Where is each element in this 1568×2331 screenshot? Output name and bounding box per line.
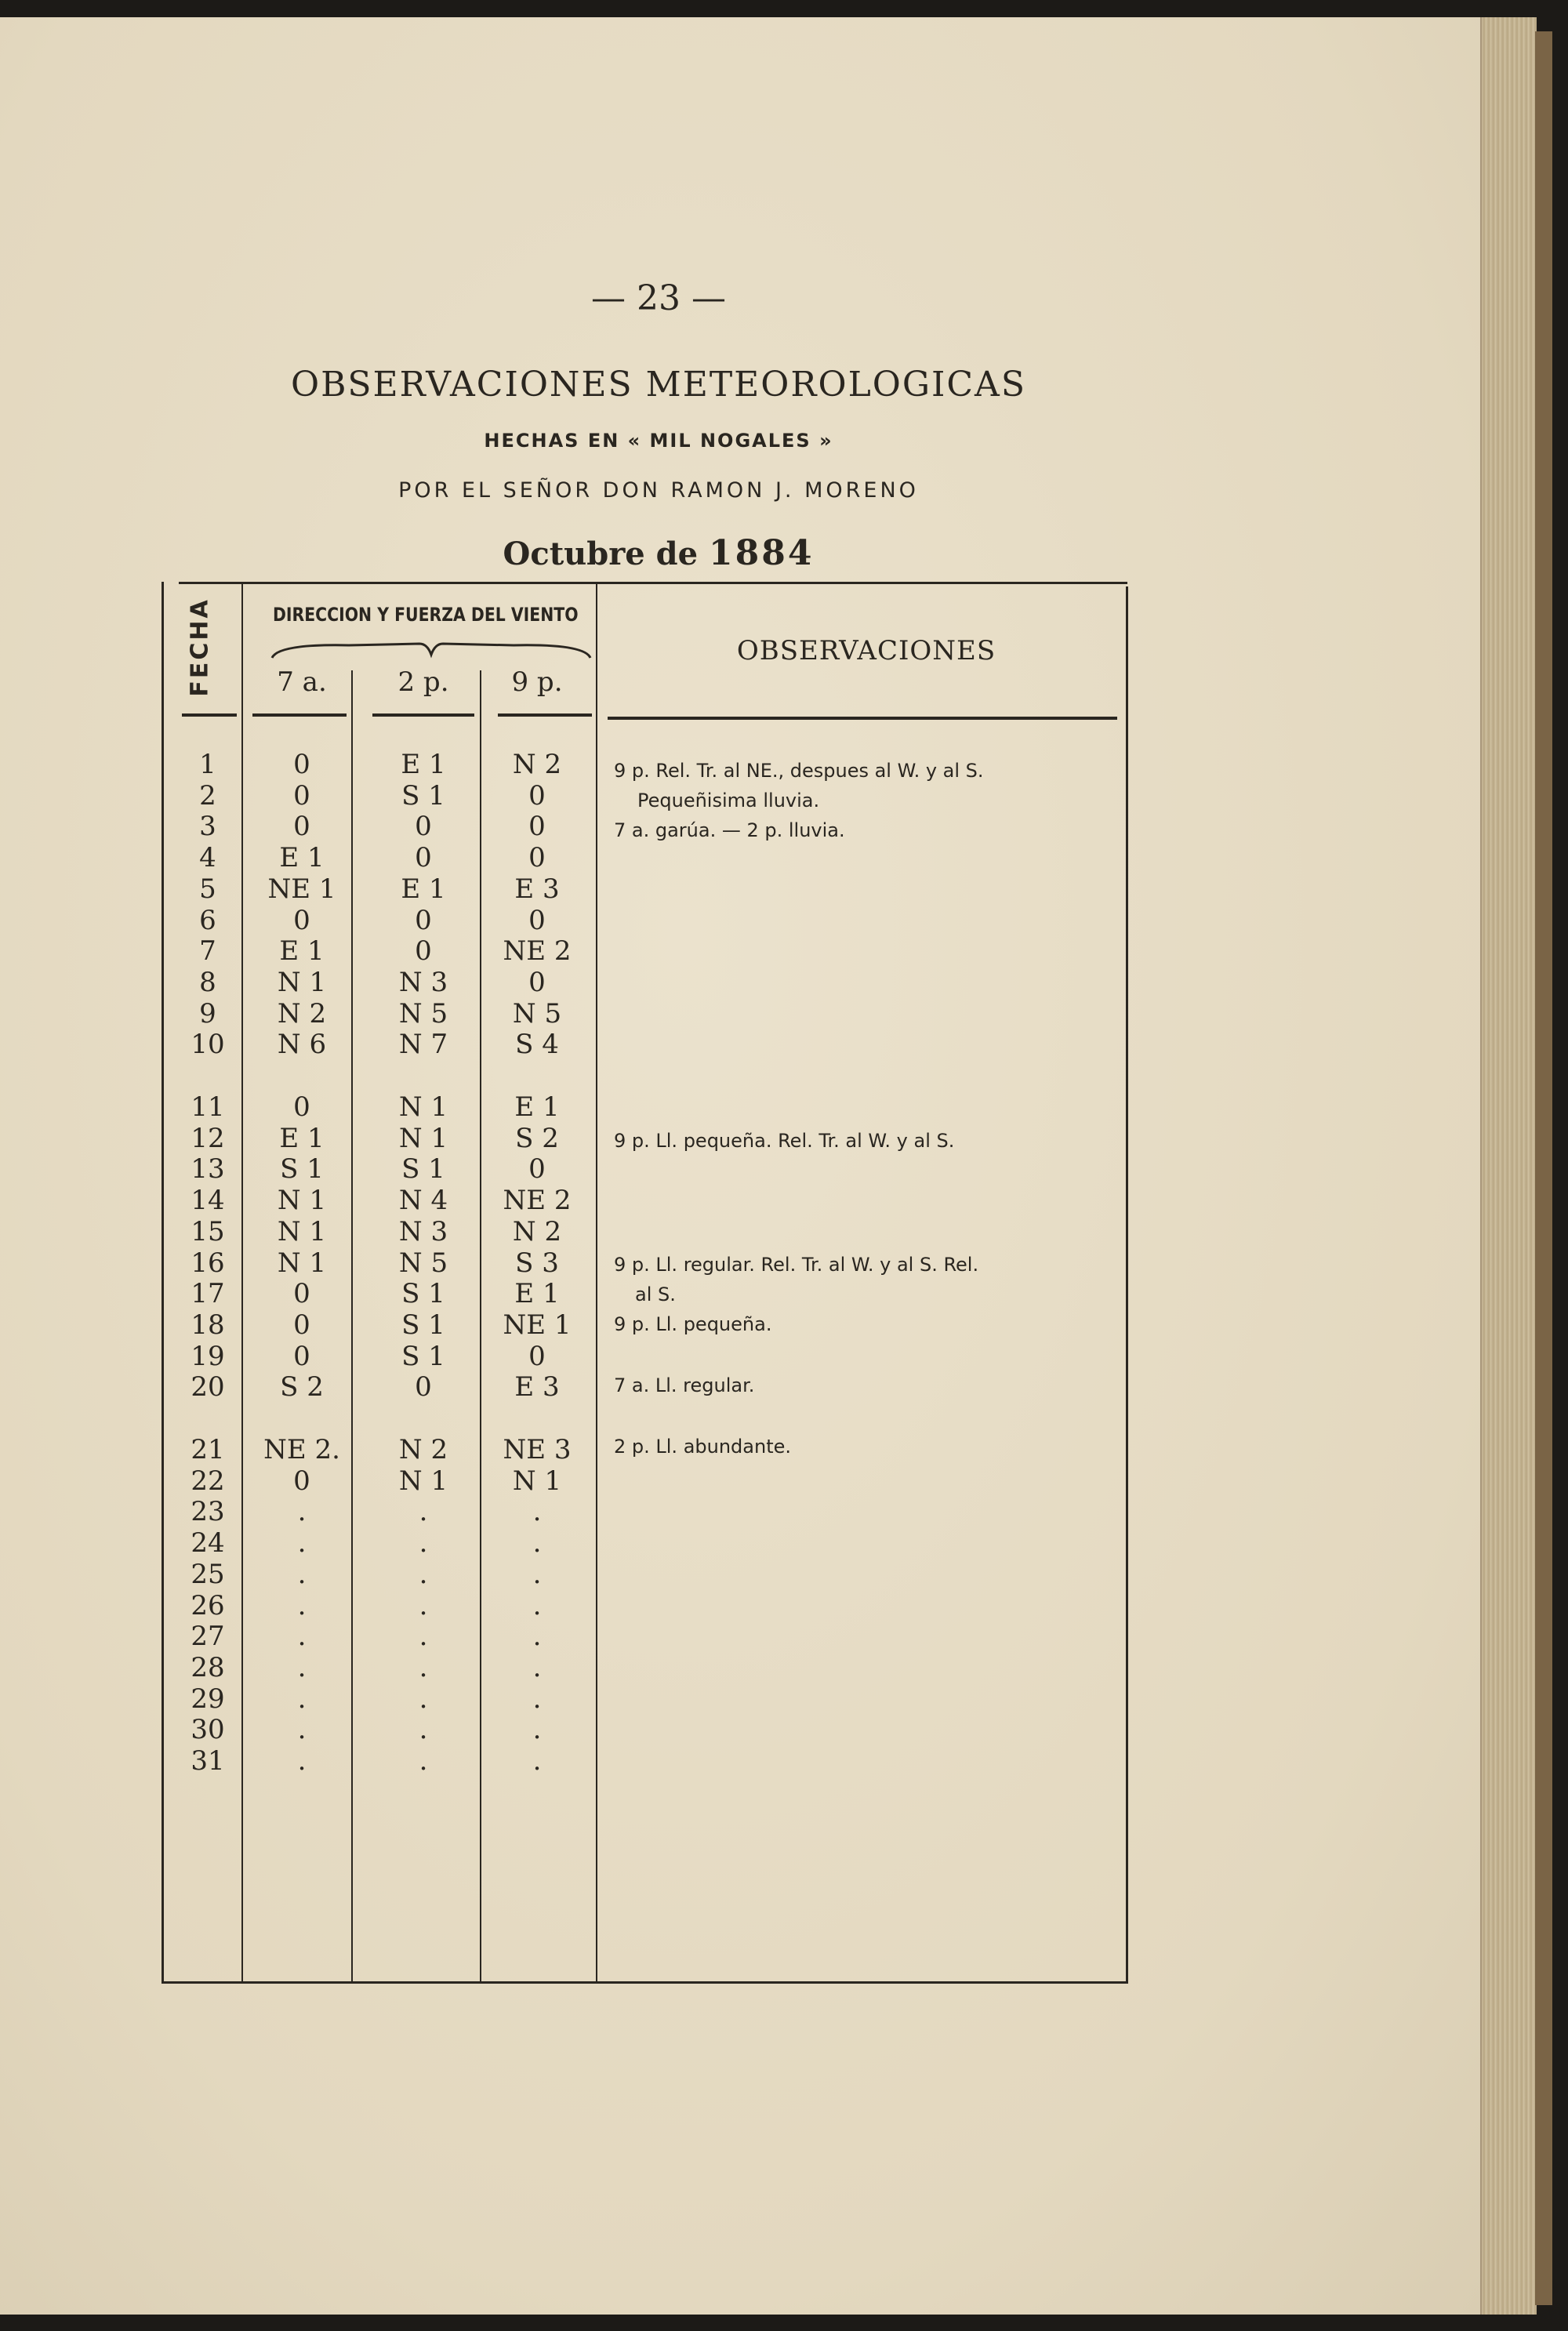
- header-rule-obs: [608, 717, 1117, 720]
- header-7a: 7 a.: [277, 666, 327, 698]
- observation-day-16: 9 p. Ll. regular. Rel. Tr. al W. y al S. Rel.: [614, 1254, 979, 1276]
- wind-9p-cell: N 5: [512, 998, 562, 1029]
- header-rule-2p: [372, 713, 474, 717]
- date-cell: 4: [199, 842, 216, 873]
- page-edge: [1480, 17, 1537, 2315]
- wind-7a-cell: 0: [293, 1341, 310, 1372]
- wind-2p-cell: N 1: [398, 1091, 448, 1123]
- wind-2p-cell: .: [419, 1683, 428, 1715]
- wind-7a-cell: 0: [293, 1091, 310, 1123]
- observation-day-16-cont: al S.: [635, 1284, 676, 1305]
- wind-7a-cell: 0: [293, 780, 310, 811]
- header-9p: 9 p.: [511, 666, 563, 698]
- wind-7a-cell: N 1: [277, 1185, 327, 1216]
- wind-9p-cell: E 1: [514, 1091, 560, 1123]
- observation-day-21: 2 p. Ll. abundante.: [614, 1436, 792, 1458]
- wind-2p-cell: N 5: [398, 1247, 448, 1279]
- date-cell: 2: [199, 780, 216, 811]
- subtitle-author: POR EL SEÑOR DON RAMON J. MORENO: [398, 478, 919, 503]
- wind-2p-cell: S 1: [401, 1309, 445, 1341]
- wind-9p-cell: .: [532, 1652, 542, 1683]
- wind-2p-cell: .: [419, 1652, 428, 1683]
- wind-9p-cell: NE 1: [503, 1309, 572, 1341]
- date-cell: 3: [199, 811, 216, 842]
- wind-7a-cell: .: [297, 1714, 307, 1745]
- wind-7a-cell: E 1: [279, 842, 325, 873]
- wind-7a-cell: S 2: [280, 1371, 324, 1403]
- date-cell: 9: [199, 998, 216, 1029]
- date-cell: 23: [191, 1496, 225, 1527]
- wind-2p-cell: .: [419, 1527, 428, 1559]
- date-cell: 30: [191, 1714, 225, 1745]
- wind-9p-cell: S 4: [515, 1029, 559, 1060]
- wind-2p-cell: 0: [415, 811, 432, 842]
- wind-9p-cell: .: [532, 1496, 542, 1527]
- wind-9p-cell: E 1: [514, 1278, 560, 1309]
- book-cover-edge: [1535, 31, 1552, 2305]
- date-cell: 17: [191, 1278, 225, 1309]
- date-cell: 8: [199, 967, 216, 998]
- page-number: — 23 —: [591, 278, 726, 318]
- wind-9p-cell: E 3: [514, 873, 560, 905]
- date-cell: 5: [199, 873, 216, 905]
- wind-2p-cell: E 1: [401, 749, 446, 780]
- wind-2p-cell: S 1: [401, 1341, 445, 1372]
- wind-7a-cell: 0: [293, 811, 310, 842]
- wind-7a-cell: .: [297, 1559, 307, 1590]
- wind-2p-cell: S 1: [401, 1153, 445, 1185]
- wind-9p-cell: E 3: [514, 1371, 560, 1403]
- wind-9p-cell: N 2: [512, 1216, 562, 1247]
- header-rule-9p: [498, 713, 592, 717]
- wind-7a-cell: .: [297, 1590, 307, 1621]
- date-cell: 19: [191, 1341, 225, 1372]
- wind-2p-cell: 0: [415, 935, 432, 967]
- wind-9p-cell: .: [532, 1527, 542, 1559]
- wind-7a-cell: 0: [293, 1309, 310, 1341]
- header-2p: 2 p.: [397, 666, 449, 698]
- wind-7a-cell: 0: [293, 1278, 310, 1309]
- wind-2p-cell: N 3: [398, 967, 448, 998]
- wind-9p-cell: .: [532, 1745, 542, 1777]
- date-cell: 24: [191, 1527, 225, 1559]
- wind-2p-cell: .: [419, 1496, 428, 1527]
- wind-7a-cell: 0: [293, 905, 310, 936]
- month-label: Octubre de: [503, 536, 699, 572]
- date-cell: 22: [191, 1465, 225, 1497]
- wind-7a-cell: S 1: [280, 1153, 324, 1185]
- observation-day-12: 9 p. Ll. pequeña. Rel. Tr. al W. y al S.: [614, 1130, 955, 1152]
- date-cell: 28: [191, 1652, 225, 1683]
- wind-2p-cell: 0: [415, 905, 432, 936]
- date-cell: 14: [191, 1185, 225, 1216]
- observaciones-header: OBSERVACIONES: [736, 635, 996, 666]
- observation-day-2: Pequeñisima lluvia.: [637, 790, 820, 811]
- wind-2p-cell: .: [419, 1559, 428, 1590]
- wind-7a-cell: 0: [293, 749, 310, 780]
- date-cell: 11: [191, 1091, 225, 1123]
- wind-9p-cell: 0: [528, 1153, 546, 1185]
- date-cell: 1: [199, 749, 216, 780]
- wind-9p-cell: S 2: [515, 1123, 559, 1154]
- observation-day-3: 7 a. garúa. — 2 p. lluvia.: [614, 819, 845, 841]
- wind-7a-cell: .: [297, 1527, 307, 1559]
- wind-7a-cell: .: [297, 1745, 307, 1777]
- header-rule-7a: [252, 713, 347, 717]
- wind-9p-cell: .: [532, 1683, 542, 1715]
- date-cell: 26: [191, 1590, 225, 1621]
- wind-7a-cell: NE 2.: [263, 1434, 340, 1465]
- wind-2p-cell: 0: [415, 1371, 432, 1403]
- date-cell: 12: [191, 1123, 225, 1154]
- date-cell: 13: [191, 1153, 225, 1185]
- observation-day-1: 9 p. Rel. Tr. al NE., despues al W. y al S.: [614, 760, 984, 782]
- wind-9p-cell: .: [532, 1621, 542, 1652]
- column-divider-obs: [596, 584, 597, 1981]
- header-brace: [270, 637, 592, 661]
- date-cell: 16: [191, 1247, 225, 1279]
- header-rule-fecha: [182, 713, 237, 717]
- wind-7a-cell: 0: [293, 1465, 310, 1497]
- date-cell: 31: [191, 1745, 225, 1777]
- wind-9p-cell: 0: [528, 967, 546, 998]
- wind-9p-cell: N 2: [512, 749, 562, 780]
- wind-9p-cell: 0: [528, 1341, 546, 1372]
- month-heading: [259, 533, 1058, 573]
- wind-2p-cell: E 1: [401, 873, 446, 905]
- observation-day-18: 9 p. Ll. pequeña.: [614, 1313, 772, 1335]
- page-title: OBSERVACIONES METEOROLOGICAS: [291, 365, 1026, 405]
- date-cell: 27: [191, 1621, 225, 1652]
- wind-9p-cell: .: [532, 1590, 542, 1621]
- observation-day-20: 7 a. Ll. regular.: [614, 1374, 755, 1396]
- date-cell: 25: [191, 1559, 225, 1590]
- wind-9p-cell: NE 2: [503, 935, 572, 967]
- wind-2p-cell: N 5: [398, 998, 448, 1029]
- wind-2p-cell: N 3: [398, 1216, 448, 1247]
- wind-9p-cell: 0: [528, 842, 546, 873]
- date-cell: 6: [199, 905, 216, 936]
- date-cell: 18: [191, 1309, 225, 1341]
- wind-9p-cell: 0: [528, 780, 546, 811]
- wind-7a-cell: N 6: [277, 1029, 327, 1060]
- wind-2p-cell: N 7: [398, 1029, 448, 1060]
- table-border-bottom: [162, 1981, 1128, 1984]
- wind-7a-cell: E 1: [279, 1123, 325, 1154]
- column-divider-2p: [480, 670, 481, 1981]
- date-cell: 29: [191, 1683, 225, 1715]
- wind-9p-cell: 0: [528, 905, 546, 936]
- wind-7a-cell: .: [297, 1496, 307, 1527]
- wind-2p-cell: S 1: [401, 780, 445, 811]
- date-cell: 10: [191, 1029, 225, 1060]
- table-border-top: [179, 582, 1127, 584]
- wind-2p-cell: .: [419, 1714, 428, 1745]
- wind-7a-cell: NE 1: [267, 873, 336, 905]
- wind-7a-cell: .: [297, 1621, 307, 1652]
- wind-7a-cell: .: [297, 1683, 307, 1715]
- wind-9p-cell: 0: [528, 811, 546, 842]
- wind-9p-cell: NE 2: [503, 1185, 572, 1216]
- wind-2p-cell: N 1: [398, 1465, 448, 1497]
- wind-9p-cell: NE 3: [503, 1434, 572, 1465]
- wind-9p-cell: .: [532, 1559, 542, 1590]
- wind-7a-cell: .: [297, 1652, 307, 1683]
- subtitle-location: HECHAS EN « MIL NOGALES »: [484, 430, 833, 452]
- wind-9p-cell: .: [532, 1714, 542, 1745]
- wind-9p-cell: N 1: [512, 1465, 562, 1497]
- date-cell: 15: [191, 1216, 225, 1247]
- wind-7a-cell: N 1: [277, 1247, 327, 1279]
- wind-2p-cell: N 4: [398, 1185, 448, 1216]
- wind-2p-cell: .: [419, 1590, 428, 1621]
- wind-7a-cell: N 1: [277, 1216, 327, 1247]
- wind-2p-cell: .: [419, 1745, 428, 1777]
- wind-2p-cell: N 2: [398, 1434, 448, 1465]
- wind-2p-cell: .: [419, 1621, 428, 1652]
- wind-2p-cell: N 1: [398, 1123, 448, 1154]
- year-label: 1884: [709, 533, 815, 573]
- date-cell: 7: [199, 935, 216, 967]
- wind-9p-cell: S 3: [515, 1247, 559, 1279]
- table-border-right: [1126, 586, 1128, 1984]
- date-cell: 20: [191, 1371, 225, 1403]
- wind-2p-cell: 0: [415, 842, 432, 873]
- wind-7a-cell: E 1: [279, 935, 325, 967]
- wind-2p-cell: S 1: [401, 1278, 445, 1309]
- date-cell: 21: [191, 1434, 225, 1465]
- wind-7a-cell: N 1: [277, 967, 327, 998]
- wind-header: DIRECCION Y FUERZA DEL VIENTO: [273, 604, 579, 626]
- fecha-header: FECHA: [186, 597, 214, 697]
- table-border-left: [162, 582, 164, 1981]
- wind-7a-cell: N 2: [277, 998, 327, 1029]
